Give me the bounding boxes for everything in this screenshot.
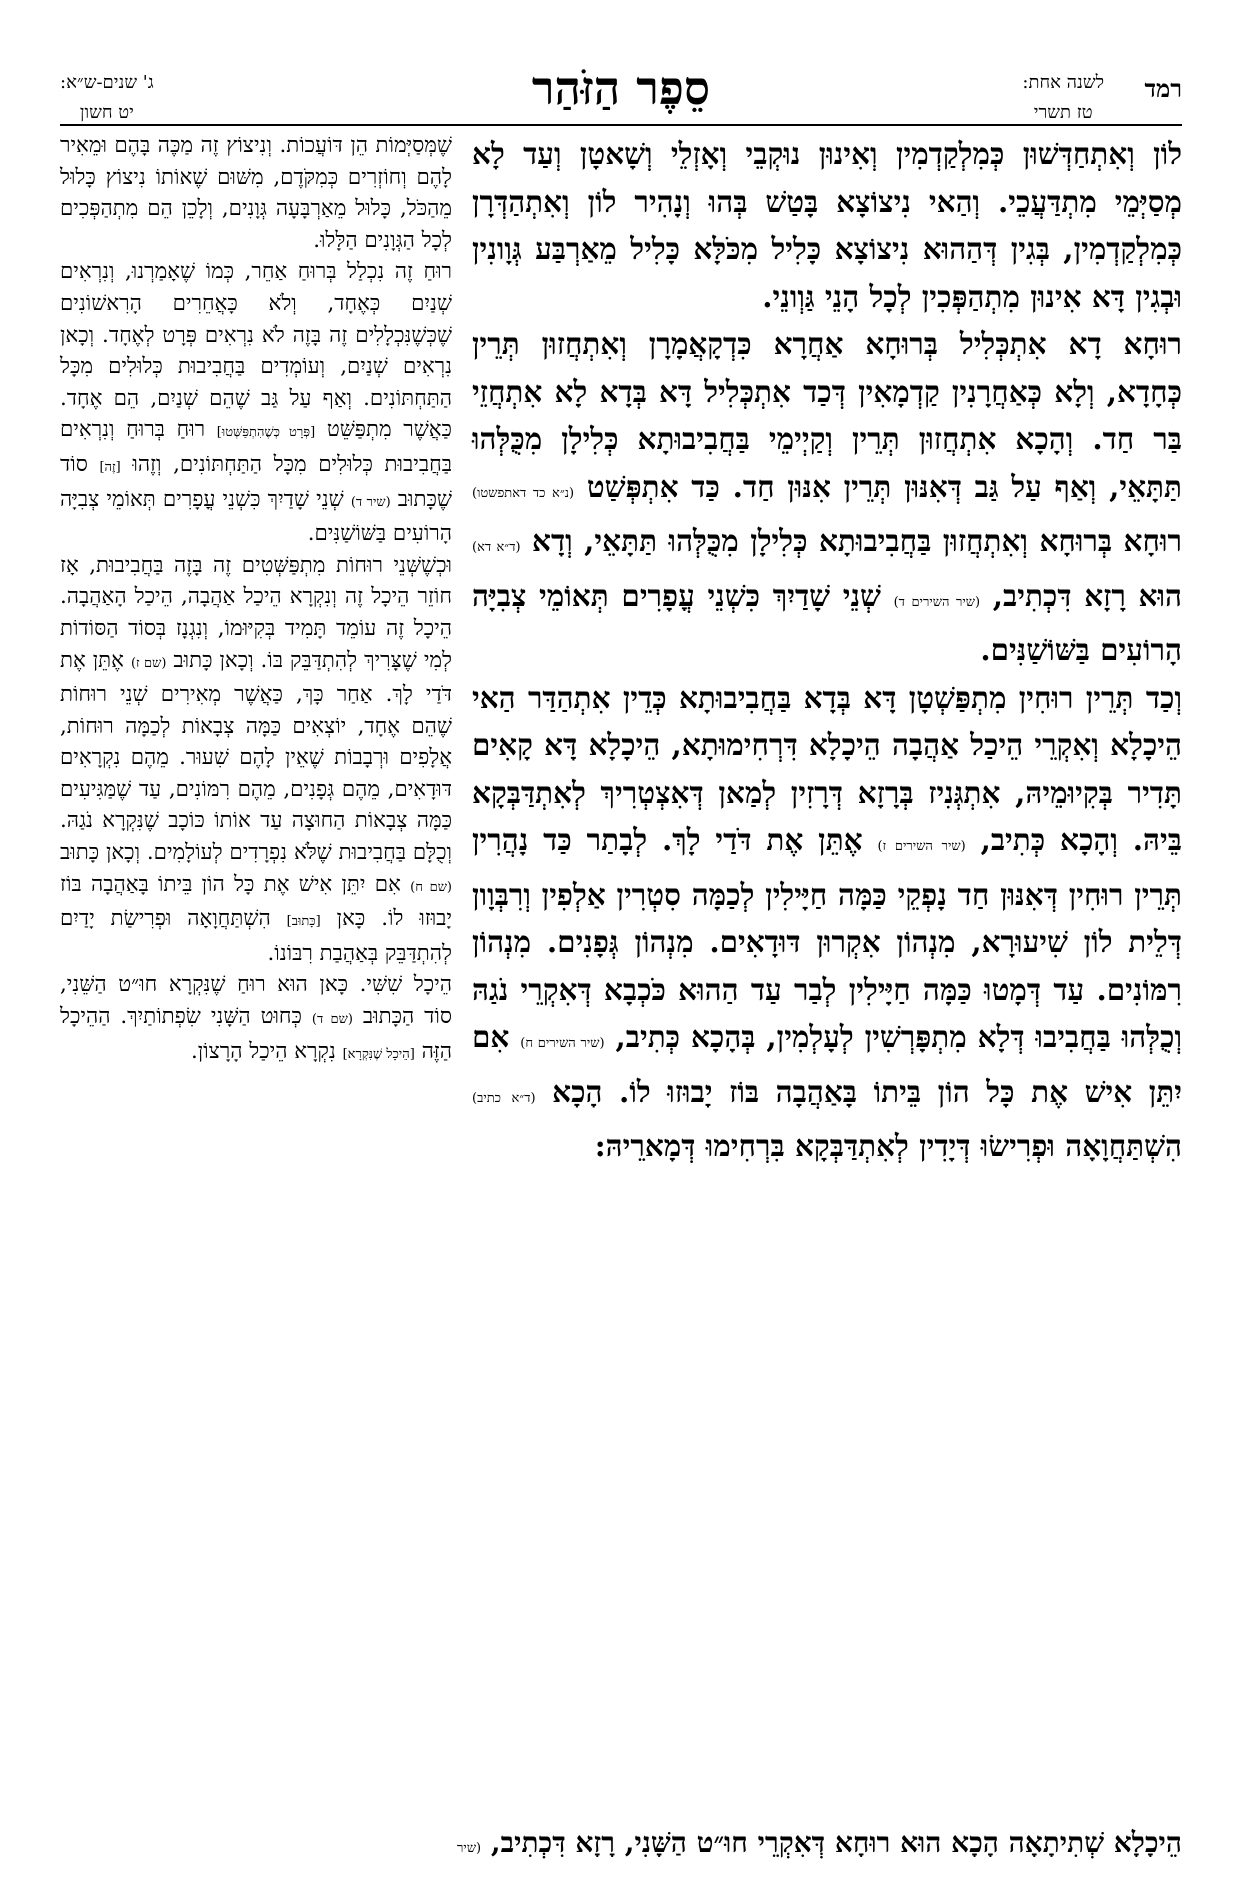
verse-reference: (שם ח)	[410, 879, 452, 895]
page-header	[60, 60, 1182, 122]
main-text-column	[472, 130, 1182, 1170]
translation-paragraph	[60, 130, 452, 256]
calendar-info-three-years	[60, 68, 154, 128]
main-paragraph	[472, 320, 1182, 674]
translation-text: כְּחוּט הַשָּׁנִי שִׂפְתוֹתַיִךְ. הַהֵיכָל הַזֶּה	[60, 1004, 452, 1064]
variant-note: [כָּתוּב]	[286, 914, 321, 930]
verse-reference: (שיר השירים ד)	[893, 594, 981, 610]
variant-note: [פְּרָט כְּשֶׁהִתְפַּשְּׁטוּ]	[216, 425, 316, 441]
verse-reference: (שם ז)	[130, 655, 167, 671]
main-text: אֶתֵּן אֶת דֹּדַי לָךְ. לְבָתַר כַּד נָהֲרִין תְּרֵין רוּחִין דְּאִנּוּן חַד נָפְקֵי כַּמָּה חַיָּילִין לְכַמָּה סִטְרִין אַלְפִין וְרִבְּוָון דְּלֵית לוֹן שִׁיעוּרָא, מִנְהוֹן אִקְרוּן דּוּדָאִים. מִנְהוֹן גְּפָנִים. מִנְהוֹן רִמּוֹנִים. עַד דְּמָטוּ כַּמָּה חַיָּילִין לְבַר עַד הַהוּא כֹּכְבָא דְּאִקְרֵי נֹגַהּ וְכֻלְּהוּ בַּחֲבִיבוּ דְּלָא מִתְפָּרְשִׁין לְעָלְמִין, בְּהָכָא כְּתִיב,	[472, 822, 1182, 1054]
main-text: הִשְׁתַּחֲוָאָה וּפְרִישׂוּ דְּיָדִין לְאִתְדַּבְּקָא בִּרְחִימוּ דְּמָארֵיהּ:	[594, 1128, 1182, 1163]
translation-text: אִם יִתֵּן אִישׁ אֶת כָּל הוֹן בֵּיתוֹ בָּאַהֲבָה בּוֹז יָבוּזוּ לוֹ. כָּאן	[60, 871, 453, 932]
variant-note: (נ״א כד דאתפשטו)	[472, 485, 575, 501]
variant-note: (ד״א דא)	[472, 540, 521, 555]
translation-text: הֵיכָל שִׁשִּׁי. כָּאן הוּא רוּחַ שֶׁנִּקְרָא חוּ״ט הַשֵּׁנִי, סוֹד הַכָּתוּב	[60, 972, 452, 1030]
translation-text: סוֹד שֶׁכָּתוּב	[60, 451, 452, 512]
main-paragraph	[472, 130, 1182, 320]
verse-reference: (שיר ד)	[350, 494, 391, 510]
verse-reference: (שיר השירים ח)	[520, 1036, 605, 1051]
main-text: רוּחָא בְּרוּחָא וְאִתְחֲזוּן בַּחֲבִיבוּתָא כְּלִילָן מִכֻּלְּהוּ תַּתָּאֵי, וְדָא	[532, 523, 1183, 558]
main-text: הוּא רָזָא דִּכְתִיב,	[992, 577, 1182, 613]
calendar-one-year-label: לשנה אחת:	[1022, 72, 1104, 93]
main-text: שְׁנֵי שָׁדַיִךְ כִּשְׁנֵי עֳפָרִים תְּאוֹמֵי צְבִיָּה הָרוֹעִים בַּשּׁוֹשַׁנִּים.	[472, 577, 1182, 667]
translation-paragraph	[60, 550, 452, 970]
bottom-text: הֵיכָלָא שְׁתִיתָאָה הָכָא הוּא רוּחָא דְּאִקְרֵי חוּ״ט הַשָּׁנִי, רָזָא דִּכְתִיב,	[490, 1826, 1182, 1859]
page-number: רמד	[1144, 74, 1182, 103]
translation-text: הִשְׁתַּחֲוָאָה וּפְרִישַׂת יָדַיִם לְהִתְדַּבֵּק בְּאַהֲבַת רִבּוֹנוֹ.	[60, 906, 452, 966]
variant-note: (ד״א כתיב)	[472, 1090, 536, 1106]
header-divider	[60, 124, 1182, 126]
translation-paragraph	[60, 256, 452, 549]
variant-note: [הֵיכָל שֶׁנִּקְרָא]	[342, 1046, 415, 1062]
main-text: וְכַד תְּרֵין רוּחִין מִתְפַּשְׁטָן דָּא בְּדָא בַּחֲבִיבוּתָא כְּדֵין אִתְהַדַּר הַאי הֵיכָלָא וְאִקְרֵי הֵיכַל אַהֲבָה הֵיכָלָא דִּרְחִימוּתָא, הֵיכָלָא דָּא קָאִים תָּדִיר בְּקִיוּמֵיהּ, אִתְגְּנִיז בְּרָזָא דְּרָזִין לְמַאן דְּאִצְטְרִיךְ לְאִתְדַּבְּקָא בֵּיהּ. וְהָכָא כְּתִיב,	[472, 679, 1182, 857]
variant-note: [זֶה]	[99, 459, 121, 475]
translation-text: וּכְשֶׁשְּׁנֵי רוּחוֹת מִתְפַּשְּׁטִים זֶה בָּזֶה בַּחֲבִיבוּת, אָז חוֹזֵר הֵיכָל זֶה וְנִקְרָא הֵיכַל אַהֲבָה, הֵיכַל הָאַהֲבָה. הֵיכָל זֶה עוֹמֵד תָּמִיד בְּקִיּוּמוֹ, וְנִגְנָז בְּסוֹד הַסּוֹדוֹת לְמִי שֶׁצָּרִיךְ לְהִתְדַּבֵּק בּוֹ. וְכָאן כָּתוּב	[60, 552, 452, 673]
translation-column	[60, 130, 452, 1070]
main-text: אִם יִתֵּן אִישׁ אֶת כָּל הוֹן בֵּיתוֹ בָּאַהֲבָה בּוֹז יָבוּזוּ לוֹ. הָכָא	[472, 1019, 1182, 1109]
main-text: לוֹן וְאִתְחַדְּשׁוּן כְּמִלְקַדְמִין וְאִינוּן נוּקְבֵי וְאָזְלֵי וְשָׁאטָן וְעַד לָא מְסַיְּמֵי מִתְדַּעֲכֵי. וְהַאי נִיצוֹצָא בָּטַשׁ בְּהוּ וְנָהִיר לוֹן וְאִתְהַדְּרָן כְּמִלְקַדְמִין, בְּגִין דְּהַהוּא נִיצוֹצָא כָּלִיל מִכֹּלָּא כָּלִיל מֵאַרְבַּע גְּוָונִין וּבְגִין דָּא אִינוּן מִתְהַפְּכִין לְכָל הָנֵי גַּוְונֵי.	[472, 136, 1182, 314]
translation-text: רוּחַ בְּרוּחַ וְנִרְאִים בַּחֲבִיבוּת כְּלוּלִים מִכָּל הַתַּחְתּוֹנִים, וְזֶהוּ	[60, 417, 452, 477]
translation-text: שֶׁמְּסַיְּמוֹת הֵן דּוֹעֲכוֹת. וְנִיצוֹץ זֶה מַכֶּה בָּהֶם וּמֵאִיר לָהֶם וְחוֹזְרִים כְּמִקֹּדֶם, מִשּׁוּם שֶׁאוֹתוֹ נִיצוֹץ כָּלוּל מֵהַכֹּל, כָּלוּל מֵאַרְבָּעָה גְּוָנִים, וְלָכֵן הֵם מִתְהַפְּכִים לְכָל הַגְּוָנִים הַלָּלוּ.	[60, 133, 452, 253]
translation-paragraph	[60, 969, 452, 1070]
main-text: רוּחָא דָא אִתְכְּלִיל בְּרוּחָא אַחֲרָא כִּדְקָאֲמָרָן וְאִתְחֲזוּן תְּרֵין כְּחָדָא, וְלָא כְּאַחֲרָנִין קַדְמָאִין דְּכַד אִתְכְּלִיל דָּא בְּדָא לָא אִתְחֲזֵי בַּר חַד. וְהָכָא אִתְחֲזוּן תְּרֵין וְקַיְימֵי בַּחֲבִיבוּתָא כְּלִילָן מִכֻּלְּהוּ תַּתָּאֵי, וְאַף עַל גַּב דְּאִנּוּן תְּרֵין אִנּוּן חַד. כַּד אִתְפְּשַׁט	[472, 326, 1182, 504]
verse-reference: (שם ד)	[311, 1012, 353, 1028]
translation-text: רוּחַ זֶה נִכְלַל בְּרוּחַ אַחֵר, כְּמוֹ שֶׁאָמַרְנוּ, וְנִרְאִים שְׁנַיִם כְּאֶחָד, וְלֹא כָּאֲחֵרִים הָרִאשׁוֹנִים שֶׁכְּשֶׁנִּכְלָלִים זֶה בָּזֶה לֹא נִרְאִים פְּרָט לְאֶחָד. וְכָאן נִרְאִים שְׁנַיִם, וְעוֹמְדִים בַּחֲבִיבוּת כְּלוּלִים מִכָּל הַתַּחְתּוֹנִים. וְאַף עַל גַּב שֶׁהֵם שְׁנַיִם, הֵם אֶחָד. כַּאֲשֶׁר מִתְפַּשֵּׁט	[60, 259, 452, 443]
translation-text: שְׁנֵי שָׁדַיִךְ כִּשְׁנֵי עֳפָרִים תְּאוֹמֵי צְבִיָּה הָרוֹעִים בַּשּׁוֹשַׁנִּים.	[60, 486, 452, 547]
translation-text: אֶתֵּן אֶת דֹּדַי לָךְ. אַחַר כָּךְ, כַּאֲשֶׁר מְאִירִים שְׁנֵי רוּחוֹת שֶׁהֵם אֶחָד, יוֹצְאִים כַּמָּה צְבָאוֹת לְכַמָּה רוּחוֹת, אֲלָפִים וּרְבָבוֹת שֶׁאֵין לָהֶם שִׁעוּר. מֵהֶם נִקְרָאִים דּוּדָאִים, מֵהֶם גְּפָנִים, מֵהֶם רִמּוֹנִים, עַד שֶׁמַּגִּיעִים כַּמָּה צְבָאוֹת הַחוּצָה עַד אוֹתוֹ כּוֹכָב שֶׁנִּקְרָא נֹגַהּ. וְכֻלָּם בַּחֲבִיבוּת שֶׁלֹּא נִפְרָדִים לְעוֹלָמִים. וְכָאן כָּתוּב	[60, 647, 452, 866]
book-title: סֵפֶר הַזֹּהַר	[531, 61, 711, 115]
verse-reference: (שיר השירים ז)	[877, 839, 966, 854]
main-paragraph	[472, 674, 1182, 1170]
calendar-three-years-label: ג' שנים-ש״א:	[60, 72, 154, 93]
calendar-one-year-date: טז תשרי	[1033, 102, 1093, 123]
bottom-line	[60, 1820, 1182, 1872]
translation-text: נִקְרָא הֵיכַל הָרָצוֹן.	[190, 1038, 336, 1064]
verse-reference: (שיר	[457, 1841, 482, 1856]
calendar-three-years-date: יט חשון	[79, 102, 134, 123]
